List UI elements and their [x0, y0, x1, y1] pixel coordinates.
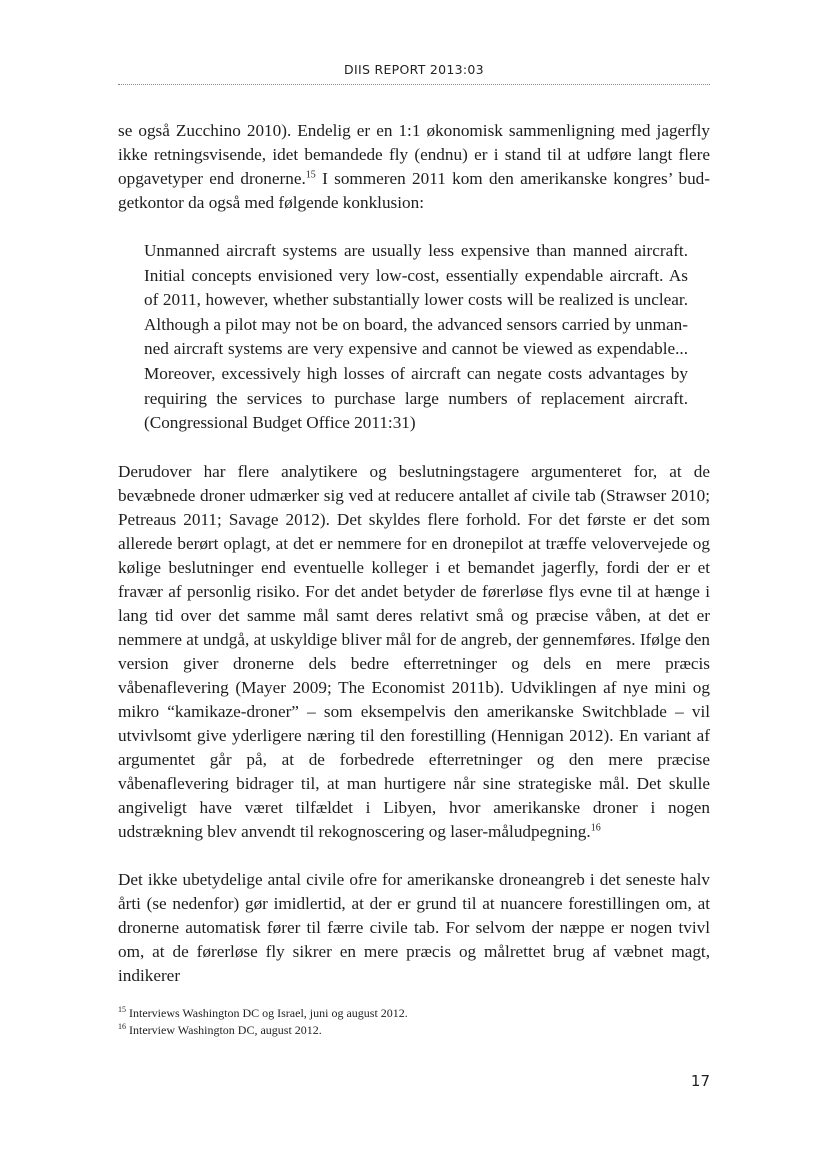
header-divider: [118, 84, 710, 85]
paragraph-1-text-b: I sommeren 2011 kom den amerikanske kongres’ budgetkontor da også med følgende konklusion:: [118, 169, 710, 212]
paragraph-1-text-a: se også Zucchino 2010). Endelig er en 1:1 økonomisk sammenligning med jagerfly ikke retningsvisende, idet bemandede fly (endnu) er i stand til at udføre langt flere opgavetyper end dronerne.: [118, 121, 710, 188]
paragraph-2: [118, 460, 710, 844]
footnote-number: 16: [118, 1022, 126, 1031]
paragraph-2-text: Derudover har flere analytikere og beslutningstagere argumenteret for, at de bevæbnede droner udmærker sig ved at reducere antallet af civile tab (Strawser 2010; Petreaus 2011; Savage 2012). Det skyldes flere forhold. For det første er det som allerede berørt oplagt, at det er nemmere for en dronepilot at træffe velovervejede og kølige beslutninger end eventuelle kolleger i et bemandet jagerfly, fordi der er et fravær af personlig risiko. For det andet betyder de førerløse flys evne til at hænge i lang tid over det samme mål samt deres relativt små og præcise våben, at det er nemmere at undgå, at uskyldige bliver mål for de angreb, der gennemføres. Ifølge den version giver dronerne dels bedre efterretninger og dels en mere præcis våbenaflevering (Mayer 2009; The Economist 2011b). Udviklingen af nye mini og mikro “kamikaze-droner” – som eksempelvis den amerikanske Switchblade – vil utvivlsomt give yderligere næring til den forestilling (Hennigan 2012). En variant af argumentet går på, at de forbedrede efterretninger og den mere præcise våbenaflevering bidrager til, at man hurtigere når sine strategiske mål. Det skulle angiveligt have været tilfældet i Libyen, hvor amerikanske droner i nogen udstrækning blev anvendt til rekognoscering og laser-måludpegning.: [118, 461, 710, 841]
footnote-ref-15[interactable]: 15: [305, 169, 316, 181]
block-quote-text: Unmanned aircraft systems are usually less expensive than manned aircraft. Initial concepts envisioned very low-cost, essentially expendable aircraft. As of 2011, however, whether substantially lower costs will be realized is unclear. Although a pilot may not be on board, the advanced sensors carried by unmanned aircraft systems are very expensive and cannot be viewed as expendable... Moreover, excessively high losses of aircraft can negate costs advantages by requiring the services to purchase large numbers of replacement aircraft. (Congressional Budget Office 2011:31): [144, 241, 688, 433]
running-header: DIIS REPORT 2013:03: [344, 62, 484, 77]
footnote-15: [118, 1005, 710, 1022]
footnotes: [118, 1005, 710, 1039]
main-text: [118, 119, 710, 988]
page-number: 17: [690, 1072, 710, 1090]
block-quote: [144, 239, 688, 436]
footnote-number: 15: [118, 1005, 126, 1014]
footnote-text: Interviews Washington DC og Israel, juni og august 2012.: [126, 1006, 408, 1020]
footnote-16: [118, 1022, 710, 1039]
footnote-text: Interview Washington DC, august 2012.: [126, 1023, 322, 1037]
footnote-ref-16[interactable]: 16: [590, 822, 601, 834]
paragraph-1: [118, 119, 710, 215]
paragraph-3: Det ikke ubetydelige antal civile ofre for amerikanske droneangreb i det seneste halv årti (se nedenfor) gør imidlertid, at der er grund til at nuancere forestillingen om, at dronerne automatisk fører til færre civile tab. For selvom der næppe er nogen tvivl om, at de førerløse fly sikrer en mere præcis og målrettet brug af væbnet magt, indikerer: [118, 869, 710, 985]
